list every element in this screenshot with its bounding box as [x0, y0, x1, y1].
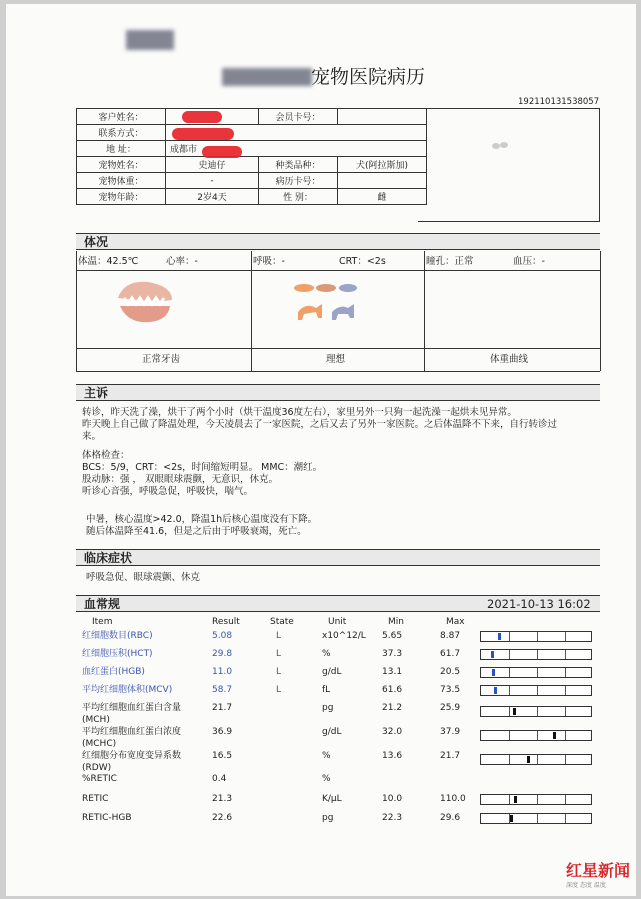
range-tick	[509, 632, 510, 641]
address-value: 成都市	[166, 141, 427, 157]
range-tick	[537, 755, 538, 764]
cbc-range-bar	[480, 794, 592, 805]
complaint-line: 转诊，昨天洗了澡，烘干了两个小时（烘干温度36度左右），家里另外一只狗一起洗澡一起烘未见异常。	[82, 407, 517, 418]
cbc-item-name: 平均红细胞体积(MCV)	[82, 685, 173, 695]
cbc-max: 110.0	[440, 794, 466, 804]
divider	[600, 251, 601, 371]
client-name-label: 客户姓名：	[77, 109, 166, 125]
redaction-mark	[182, 111, 222, 123]
exam-line: 体格检查：	[82, 450, 130, 461]
cbc-min: 5.65	[382, 631, 403, 641]
range-tick	[509, 668, 510, 677]
cbc-unit: %	[322, 649, 331, 659]
cbc-item-name: 血红蛋白(HGB)	[82, 667, 145, 677]
pet-name-value: 史迪仔	[166, 157, 259, 173]
teeth-diagram-icon	[114, 276, 176, 328]
range-tick	[509, 650, 510, 659]
col-header-result: Result	[212, 617, 240, 627]
range-tick	[565, 707, 566, 716]
cbc-value-marker	[498, 633, 501, 640]
range-tick	[565, 686, 566, 695]
range-tick	[509, 755, 510, 764]
cbc-min: 37.3	[382, 649, 403, 659]
weight-label: 宠物体重：	[77, 173, 166, 189]
cbc-min: 10.0	[382, 794, 403, 804]
range-tick	[509, 686, 510, 695]
body-condition-diagram-icon	[292, 280, 362, 324]
cbc-value-marker	[513, 708, 516, 715]
col-header-max: Max	[446, 617, 465, 627]
cbc-result: 21.3	[212, 794, 233, 804]
sex-value: 雌	[338, 189, 427, 205]
hospital-logo	[126, 30, 174, 50]
cbc-item-abbr: (RDW)	[82, 763, 112, 773]
cbc-unit: %	[322, 751, 331, 761]
outcome-line: 中暑，核心温度>42.0，降温1h后核心温度没有下降。	[86, 514, 318, 525]
cbc-item-name: 红细胞数目(RBC)	[82, 631, 153, 641]
cbc-unit: pg	[322, 703, 334, 713]
cbc-item-name: 红细胞分布宽度变异系数	[82, 751, 182, 761]
contact-label: 联系方式：	[77, 125, 166, 141]
cbc-result: 0.4	[212, 774, 227, 784]
cbc-state: L	[276, 667, 282, 677]
range-tick	[565, 814, 566, 823]
cbc-min: 61.6	[382, 685, 403, 695]
cbc-item-name: %RETIC	[82, 774, 117, 784]
col-header-item: Item	[92, 617, 113, 627]
col-header-min: Min	[388, 617, 404, 627]
exam-line: BCS：5/9，CRT：<2s，时间缩短明显。 MMC：潮红。	[82, 462, 323, 473]
cbc-min: 13.6	[382, 751, 403, 761]
hospital-name-redacted	[222, 68, 312, 86]
outcome-line: 随后体温降至41.6，但是之后由于呼吸衰竭，死亡。	[86, 526, 307, 537]
range-tick	[565, 731, 566, 740]
vital-crt: CRT：<2s	[339, 256, 386, 267]
cbc-max: 29.6	[440, 813, 461, 823]
exam-line: 听诊心音强，呼吸急促，呼吸快，喘气。	[82, 486, 254, 497]
cbc-result: 22.6	[212, 813, 233, 823]
cbc-value-marker	[492, 669, 495, 676]
cbc-item-name: 红细胞压积(HCT)	[82, 649, 153, 659]
caption-weight-curve: 体重曲线	[490, 354, 529, 365]
vital-heart-rate: 心率：-	[166, 256, 198, 267]
cbc-item-abbr: (MCH)	[82, 715, 110, 725]
cbc-result: 5.08	[212, 631, 233, 641]
cbc-state: L	[276, 631, 282, 641]
col-header-state: State	[270, 617, 294, 627]
exam-line: 股动脉：强 ， 双眼眼球震颤，无意识，休克。	[82, 474, 279, 485]
case-card-label: 病历卡号：	[259, 173, 338, 189]
cbc-range-bar	[480, 667, 592, 678]
range-tick	[509, 707, 510, 716]
range-tick	[537, 650, 538, 659]
cbc-value-marker	[494, 687, 497, 694]
range-tick	[509, 795, 510, 804]
vital-temp: 体温：42.5℃	[78, 256, 139, 267]
cbc-range-bar	[480, 754, 592, 765]
range-tick	[537, 632, 538, 641]
caption-teeth: 正常牙齿	[142, 354, 181, 365]
cbc-range-bar	[480, 813, 592, 824]
age-label: 宠物年龄：	[77, 189, 166, 205]
cbc-result: 21.7	[212, 703, 233, 713]
cbc-min: 22.3	[382, 813, 403, 823]
cbc-value-marker	[527, 756, 530, 763]
medical-record-page	[6, 4, 636, 896]
cbc-unit: %	[322, 774, 331, 784]
cbc-unit: x10^12/L	[322, 631, 366, 641]
range-tick	[565, 755, 566, 764]
cbc-max: 61.7	[440, 649, 461, 659]
cbc-state: L	[276, 685, 282, 695]
range-tick	[537, 686, 538, 695]
complaint-line: 来。	[82, 431, 102, 442]
cbc-unit: K/μL	[322, 794, 342, 804]
cbc-item-name: RETIC-HGB	[82, 813, 132, 823]
species-value: 犬(阿拉斯加)	[338, 157, 427, 173]
range-tick	[537, 668, 538, 677]
cbc-unit: g/dL	[322, 727, 342, 737]
cbc-range-bar	[480, 730, 592, 741]
age-value: 2岁4天	[166, 189, 259, 205]
pet-name-label: 宠物姓名：	[77, 157, 166, 173]
cbc-unit: fL	[322, 685, 331, 695]
caption-ideal: 理想	[326, 354, 346, 365]
member-card-label: 会员卡号：	[259, 109, 338, 125]
cbc-item-name: RETIC	[82, 794, 109, 804]
range-tick	[565, 795, 566, 804]
redaction-mark	[172, 128, 234, 140]
vital-respiration: 呼吸：-	[253, 256, 285, 267]
cbc-item-name: 平均红细胞血红蛋白浓度	[82, 727, 182, 737]
range-tick	[509, 731, 510, 740]
cbc-max: 8.87	[440, 631, 461, 641]
cbc-result: 11.0	[212, 667, 233, 677]
cbc-value-marker	[553, 732, 556, 739]
cbc-value-marker	[514, 796, 517, 803]
symptoms-text: 呼吸急促、眼球震颤、休克	[86, 572, 201, 583]
cbc-result: 29.8	[212, 649, 233, 659]
cbc-unit: pg	[322, 813, 334, 823]
cbc-range-bar	[480, 706, 592, 717]
vital-blood-pressure: 血压：-	[513, 256, 545, 267]
cbc-unit: g/dL	[322, 667, 342, 677]
watermark-sub: 深度 态度 温度	[566, 882, 606, 889]
cbc-max: 73.5	[440, 685, 461, 695]
cbc-result: 58.7	[212, 685, 233, 695]
range-tick	[565, 668, 566, 677]
redaction-mark	[202, 146, 242, 158]
range-tick	[565, 650, 566, 659]
cbc-item-abbr: (MCHC)	[82, 739, 117, 749]
cbc-result: 36.9	[212, 727, 233, 737]
record-number: 192110131538057	[518, 97, 600, 107]
section-header-complaint: 主诉	[76, 384, 600, 401]
cbc-max: 25.9	[440, 703, 461, 713]
section-header-blood-routine: 血常规	[76, 595, 600, 612]
cbc-value-marker	[510, 815, 513, 822]
col-header-unit: Unit	[328, 617, 347, 627]
watermark-logo: 红星新闻	[566, 861, 631, 880]
cbc-range-bar	[480, 649, 592, 660]
range-tick	[537, 731, 538, 740]
cbc-state: L	[276, 649, 282, 659]
cbc-min: 21.2	[382, 703, 403, 713]
cbc-value-marker	[491, 651, 494, 658]
cbc-item-name: 平均红细胞血红蛋白含量	[82, 703, 182, 713]
cbc-result: 16.5	[212, 751, 233, 761]
complaint-line: 昨天晚上自己做了降温处理，今天凌晨去了一家医院，之后又去了另外一家医院。之后体温降不下来，自行转诊过	[82, 419, 558, 430]
weight-value: -	[166, 173, 259, 189]
section-header-symptoms: 临床症状	[76, 549, 600, 566]
range-tick	[565, 632, 566, 641]
vital-pupil: 瞳孔：正常	[426, 256, 474, 267]
cbc-min: 32.0	[382, 727, 403, 737]
address-label: 地 址：	[77, 141, 166, 157]
range-tick	[537, 707, 538, 716]
sex-label: 性 别：	[259, 189, 338, 205]
page-title: 宠物医院病历	[311, 66, 426, 88]
cbc-min: 13.1	[382, 667, 403, 677]
species-label: 种类品种：	[259, 157, 338, 173]
range-tick	[537, 795, 538, 804]
cbc-max: 21.7	[440, 751, 461, 761]
pet-silhouette-icon	[490, 139, 510, 151]
range-tick	[537, 814, 538, 823]
cbc-datetime: 2021-10-13 16:02	[487, 597, 591, 611]
cbc-max: 37.9	[440, 727, 461, 737]
cbc-range-bar	[480, 631, 592, 642]
section-header-condition: 体况	[76, 233, 600, 250]
pet-photo-box	[418, 108, 600, 222]
cbc-range-bar	[480, 685, 592, 696]
cbc-max: 20.5	[440, 667, 461, 677]
